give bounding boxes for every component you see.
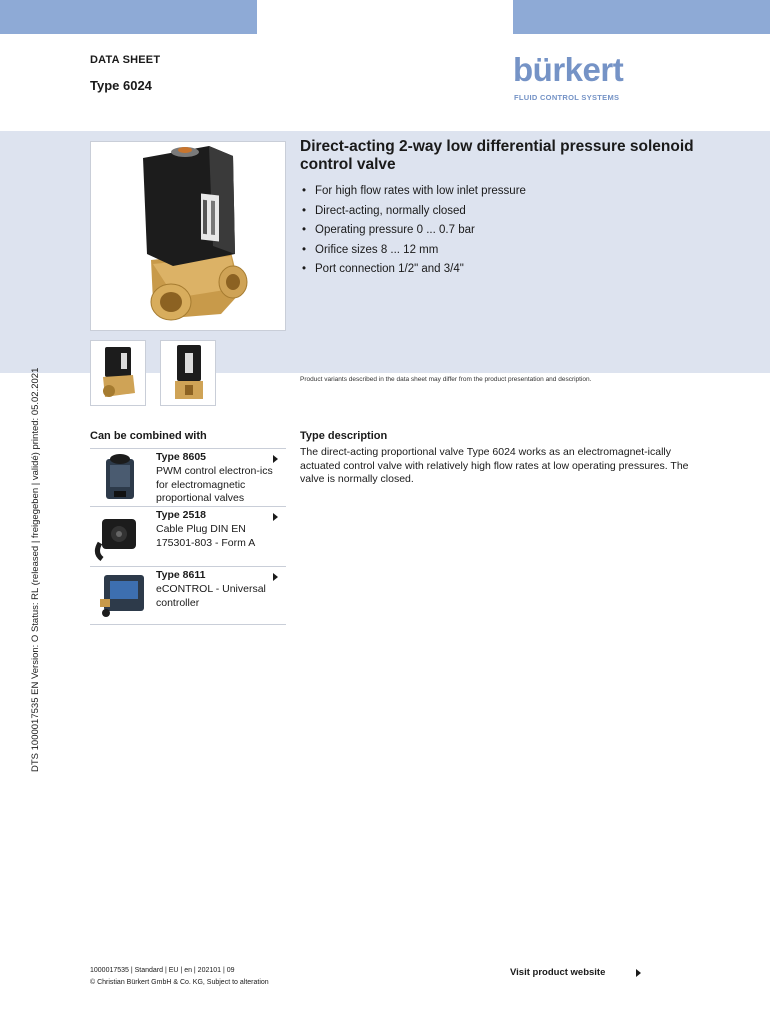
visit-product-website-link[interactable]: Visit product website [510, 967, 606, 978]
combined-item-desc: eCONTROL - Universal controller [156, 583, 266, 609]
arrow-right-icon[interactable] [273, 513, 278, 521]
product-thumbnail-1[interactable] [90, 340, 146, 406]
document-status-sidebar: DTS 1000017535 EN Version: O Status: RL (released | freigegeben | validé) printed: 05.02.2021 [30, 367, 41, 772]
feature-item: • Orifice sizes 8 ... 12 mm [300, 241, 526, 261]
arrow-right-icon[interactable] [273, 455, 278, 463]
type-description-heading: Type description [300, 430, 388, 442]
variant-disclaimer: Product variants described in the data sheet may differ from the product presentation and description. [300, 376, 592, 383]
top-accent-bar-right [513, 0, 770, 34]
arrow-right-icon[interactable] [636, 969, 641, 977]
feature-item: • For high flow rates with low inlet pressure [300, 182, 526, 202]
product-thumbnail-2[interactable] [160, 340, 216, 406]
combined-item-type[interactable]: Type 8605 [156, 451, 207, 463]
feature-list [300, 182, 526, 280]
footer-document-codes: 1000017535 | Standard | EU | en | 202101 | 09 [90, 967, 235, 974]
combined-heading: Can be combined with [90, 430, 207, 442]
feature-item: • Operating pressure 0 ... 0.7 bar [300, 221, 526, 241]
product-photo-main [90, 141, 286, 331]
combined-item-type[interactable]: Type 2518 [156, 509, 207, 521]
feature-item: • Port connection 1/2" and 3/4" [300, 260, 526, 280]
logo-tagline: FLUID CONTROL SYSTEMS [514, 93, 620, 102]
footer-copyright: © Christian Bürkert GmbH & Co. KG, Subject to alteration [90, 979, 269, 986]
combined-item-8611[interactable] [90, 566, 286, 625]
valve-thumbnail-icon [161, 341, 216, 406]
combined-item-desc: Cable Plug DIN EN 175301-803 - Form A [156, 523, 256, 549]
combined-item-desc: PWM control electron-ics for electromagnetic proportional valves [156, 465, 273, 504]
logo-wordmark: bürkert [513, 51, 624, 88]
valve-thumbnail-icon [91, 341, 146, 406]
combined-item-2518[interactable] [90, 506, 286, 566]
controller-icon [92, 569, 152, 623]
type-description-body: The direct-acting proportional valve Type 6024 works as an electromagnet-ically actuated control valve with relatively high flow rates at low operating pressures. The valve is normally closed. [300, 446, 689, 485]
doc-type-title: Type 6024 [90, 78, 152, 93]
burkert-logo [513, 52, 623, 102]
doc-kind-label: DATA SHEET [90, 54, 161, 66]
solenoid-valve-icon [91, 142, 286, 331]
arrow-right-icon[interactable] [273, 573, 278, 581]
feature-item: • Direct-acting, normally closed [300, 202, 526, 222]
top-accent-bar-left [0, 0, 257, 34]
product-title: Direct-acting 2-way low differential pressure solenoid control valve [300, 138, 694, 173]
cable-plug-icon [92, 509, 152, 563]
plug-connector-icon [92, 451, 152, 505]
combined-item-type[interactable]: Type 8611 [156, 569, 206, 581]
combined-item-8605[interactable] [90, 448, 286, 506]
